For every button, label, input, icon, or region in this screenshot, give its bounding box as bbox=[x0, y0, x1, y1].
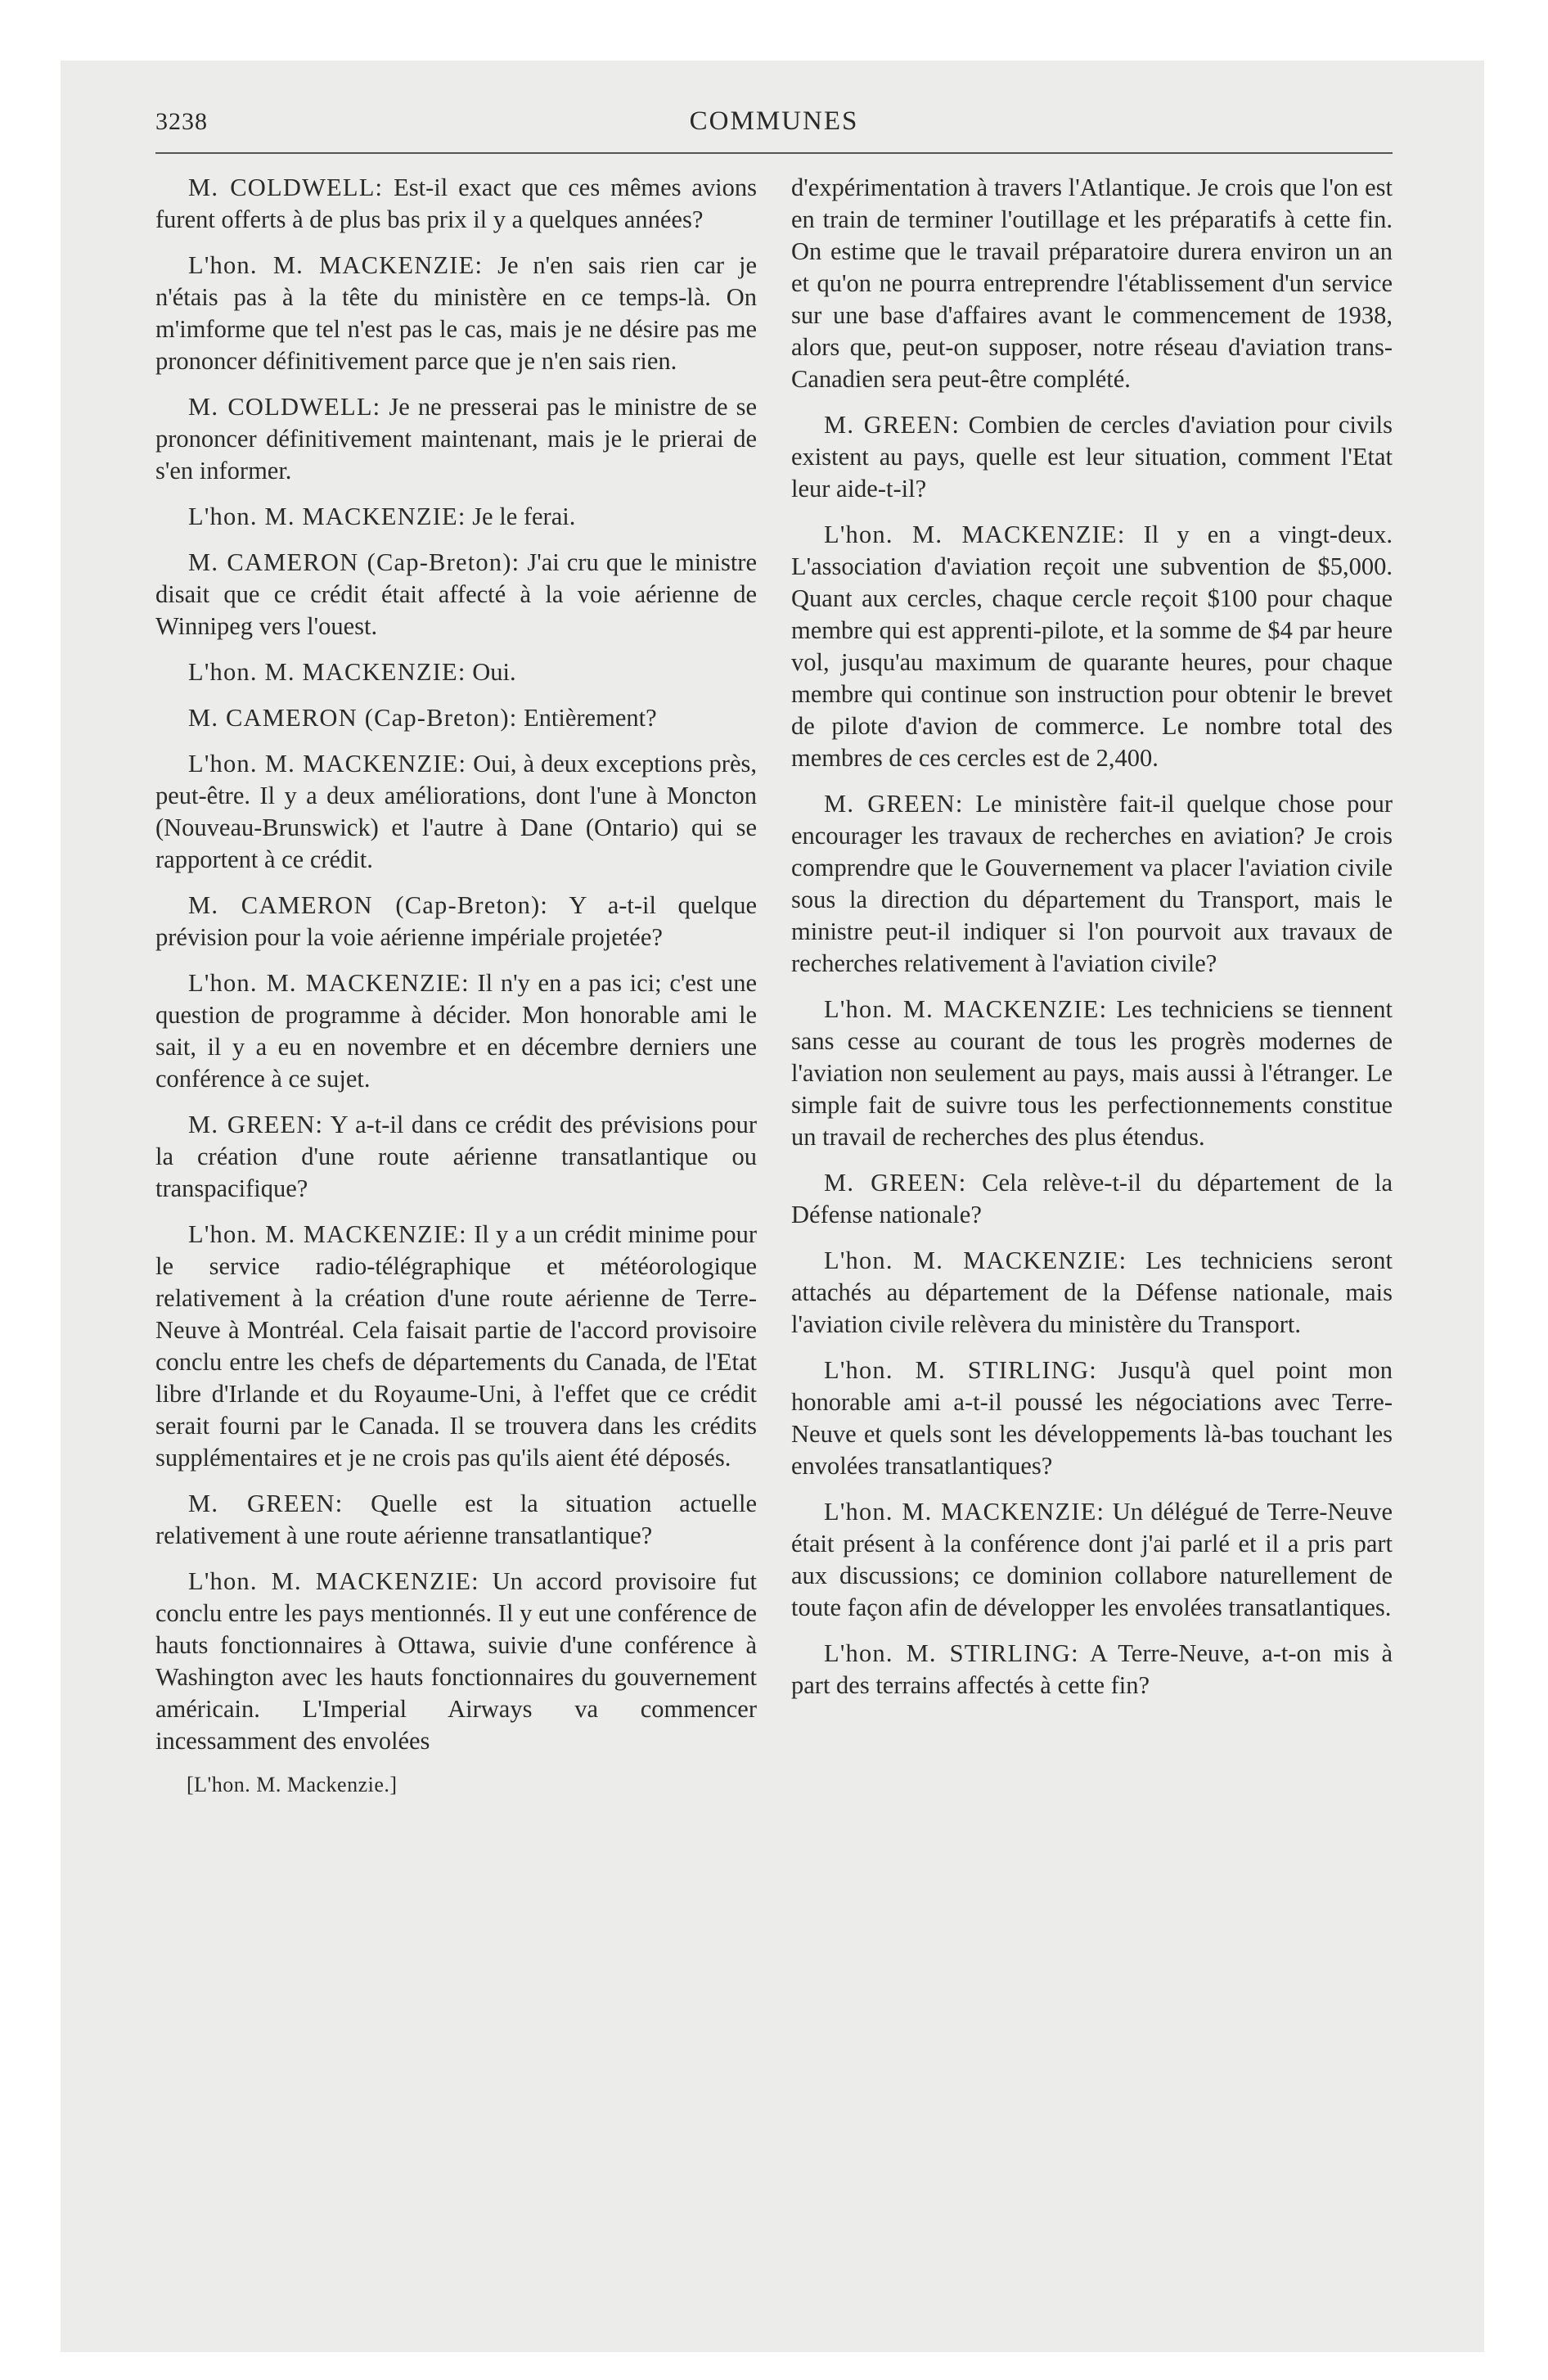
continued-paragraph bbox=[791, 172, 1393, 395]
speech-text: J'ai cru que le ministre disait que ce crédit était affecté à la voie aérienne de Winnipeg vers l'ouest. bbox=[155, 548, 757, 640]
speaker-name: L'hon. M. MACKENZIE: bbox=[188, 750, 467, 778]
speaker-name: M. GREEN: bbox=[824, 790, 964, 818]
speech-text: Un accord provisoire fut conclu entre les pays mentionnés. Il y eut une conférence de hauts fonctionnaires à Ottawa, suivie d'une conférence à Washington avec les hauts fonctionnaires du gouvernement américain. L'Imperial Airways va commencer incessamment des envolées bbox=[155, 1567, 757, 1755]
speech-paragraph bbox=[791, 788, 1393, 980]
speech-text: d'expérimentation à travers l'Atlantique. Je crois que l'on est en train de terminer l'outillage et les préparatifs à cette fin. On estime que le travail préparatoire durera environ un an et qu'on ne pourra entreprendre l'établissement d'un service sur une base d'affaires avant le commencement de 1938, alors que, peut-on supposer, notre réseau d'aviation trans-Canadien sera peut-être complété. bbox=[791, 174, 1393, 393]
speaker-name: L'hon. M. MACKENZIE: bbox=[188, 1220, 467, 1248]
speech-paragraph bbox=[155, 172, 757, 236]
speaker-name: M. GREEN: bbox=[188, 1490, 344, 1517]
speaker-name: M. COLDWELL: bbox=[188, 174, 384, 201]
speech-paragraph bbox=[155, 656, 757, 688]
speech-paragraph bbox=[791, 1496, 1393, 1624]
speaker-name: L'hon. M. STIRLING: bbox=[824, 1639, 1079, 1667]
page-number: 3238 bbox=[155, 108, 208, 135]
right-column bbox=[791, 172, 1393, 1799]
speaker-name: L'hon. M. MACKENZIE: bbox=[188, 969, 470, 997]
speech-text: A Terre-Neuve, a-t-on mis à part des terrains affectés à cette fin? bbox=[791, 1639, 1393, 1699]
speaker-name: L'hon. M. MACKENZIE: bbox=[824, 1246, 1127, 1274]
speaker-name: M. COLDWELL: bbox=[188, 393, 381, 421]
speaker-name: L'hon. M. MACKENZIE: bbox=[824, 521, 1126, 548]
speech-text: Les techniciens se tiennent sans cesse au courant de tous les progrès modernes de l'aviation non seulement au pays, mais aussi à l'étranger. Le simple fait de suivre tous les perfectionnements constitue un travail de recherches des plus étendus. bbox=[791, 995, 1393, 1151]
speaker-name: M. GREEN: bbox=[188, 1111, 324, 1138]
speech-paragraph bbox=[791, 1638, 1393, 1702]
speaker-footer-note: [L'hon. M. Mackenzie.] bbox=[187, 1773, 398, 1796]
speech-text: Oui, à deux exceptions près, peut-être. Il y a deux améliorations, dont l'une à Moncton (Nouveau-Brunswick) et l'autre à Dane (Ontario) qui se rapportent à ce crédit. bbox=[155, 750, 758, 873]
speech-paragraph bbox=[791, 409, 1393, 505]
speech-text: Combien de cercles d'aviation pour civils existent au pays, quelle est leur situation, comment l'Etat leur aide-t-il? bbox=[791, 411, 1393, 503]
speech-text: Les techniciens seront attachés au département de la Défense nationale, mais l'aviation civile relèvera du ministère du Transport. bbox=[791, 1246, 1393, 1338]
speech-text: Un délégué de Terre-Neuve était présent à la conférence dont j'ai parlé et il a pris part aux discussions; ce dominion collabore naturellement de toute façon afin de développer les envolées transatlantiques. bbox=[791, 1498, 1393, 1621]
speech-text: Y a-t-il quelque prévision pour la voie aérienne impériale projetée? bbox=[155, 891, 757, 951]
speech-paragraph bbox=[155, 250, 757, 377]
left-column bbox=[155, 172, 757, 1799]
hansard-page bbox=[155, 105, 1393, 2167]
speaker-name: M. GREEN: bbox=[824, 1169, 967, 1197]
speaker-name: L'hon. M. STIRLING: bbox=[824, 1356, 1097, 1384]
speech-paragraph bbox=[155, 890, 757, 953]
speech-paragraph bbox=[791, 1245, 1393, 1341]
speaker-name: M. GREEN: bbox=[824, 411, 961, 439]
speaker-name: L'hon. M. MACKENZIE: bbox=[188, 251, 484, 279]
speech-paragraph bbox=[155, 702, 757, 734]
speech-text: Cela relève-t-il du département de la Défense nationale? bbox=[791, 1169, 1393, 1228]
speaker-name: M. CAMERON (Cap-Breton): bbox=[188, 704, 518, 732]
text-columns bbox=[155, 172, 1393, 1799]
running-head: COMMUNES bbox=[689, 106, 859, 136]
speech-paragraph bbox=[155, 391, 757, 487]
speech-text: Il y a un crédit minime pour le service radio-télégraphique et météorologique relativement à la création d'une route aérienne de Terre-Neuve à Montréal. Cela faisait partie de l'accord provisoire conclu entre les chefs de départements du Canada, de l'Etat libre d'Irlande et du Royaume-Uni, à l'effet que ce crédit serait fourni par le Canada. Il se trouvera dans les crédits supplémentaires et je ne crois pas qu'ils aient été déposés. bbox=[155, 1220, 757, 1472]
speech-text: Je le ferai. bbox=[472, 503, 576, 530]
speech-text: Est-il exact que ces mêmes avions furent offerts à de plus bas prix il y a quelques années? bbox=[155, 174, 758, 233]
speaker-name: L'hon. M. MACKENZIE: bbox=[188, 503, 466, 530]
speech-paragraph bbox=[155, 1109, 757, 1205]
speech-text: Le ministère fait-il quelque chose pour encourager les travaux de recherches en aviation? Je crois comprendre que le Gouvernement va placer l'aviation civile sous la direction du département du Transport, mais le ministre peut-il indiquer si l'on pourvoit aux travaux de recherches relativement à l'aviation civile? bbox=[791, 790, 1393, 977]
speech-text: Je n'en sais rien car je n'étais pas à la tête du ministère en ce temps-là. On m'imforme que tel n'est pas le cas, mais je ne désire pas me prononcer définitivement parce que je n'en sais rien. bbox=[155, 251, 758, 375]
speech-paragraph bbox=[155, 501, 757, 533]
speech-paragraph bbox=[155, 1488, 757, 1552]
speech-paragraph bbox=[791, 994, 1393, 1153]
speech-text: Y a-t-il dans ce crédit des prévisions pour la création d'une route aérienne transatlantique ou transpacifique? bbox=[155, 1111, 757, 1202]
speech-text: Oui. bbox=[472, 658, 516, 686]
speaker-name: L'hon. M. MACKENZIE: bbox=[188, 658, 466, 686]
speaker-name: M. CAMERON (Cap-Breton): bbox=[188, 891, 549, 919]
speaker-name: L'hon. M. MACKENZIE: bbox=[188, 1567, 479, 1595]
speech-paragraph bbox=[791, 519, 1393, 774]
speech-text: Il y en a vingt-deux. L'association d'aviation reçoit une subvention de $5,000. Quant aux cercles, chaque cercle reçoit $100 pour chaque membre qui est apprenti-pilote, et la somme de $4 par heure vol, jusqu'au maximum de quarante heures, pour chaque membre qui continue son instruction pour obtenir le brevet de pilote d'avion de commerce. Le nombre total des membres de ces cercles est de 2,400. bbox=[791, 521, 1393, 772]
speaker-name: M. CAMERON (Cap-Breton): bbox=[188, 548, 520, 576]
speech-text: Il n'y en a pas ici; c'est une question de programme à décider. Mon honorable ami le sait, il y a eu en novembre et en décembre derniers une conférence à ce sujet. bbox=[155, 969, 757, 1093]
speech-paragraph bbox=[791, 1355, 1393, 1482]
speech-paragraph bbox=[155, 748, 757, 876]
speech-paragraph bbox=[155, 967, 757, 1095]
speech-paragraph bbox=[155, 1566, 757, 1757]
speaker-name: L'hon. M. MACKENZIE: bbox=[824, 995, 1108, 1023]
speaker-name: L'hon. M. MACKENZIE: bbox=[824, 1498, 1105, 1526]
page-header bbox=[155, 105, 1393, 154]
speech-text: Entièrement? bbox=[524, 704, 657, 732]
speech-paragraph bbox=[155, 547, 757, 642]
speech-paragraph bbox=[155, 1219, 757, 1474]
speech-text: Je ne presserai pas le ministre de se prononcer définitivement maintenant, mais je le prierai de s'en informer. bbox=[155, 393, 758, 485]
speech-text: Quelle est la situation actuelle relativement à une route aérienne transatlantique? bbox=[155, 1490, 757, 1549]
speech-paragraph bbox=[791, 1167, 1393, 1231]
speech-text: Jusqu'à quel point mon honorable ami a-t-il poussé les négociations avec Terre-Neuve et quels sont les développements là-bas touchant les envolées transatlantiques? bbox=[791, 1356, 1393, 1480]
